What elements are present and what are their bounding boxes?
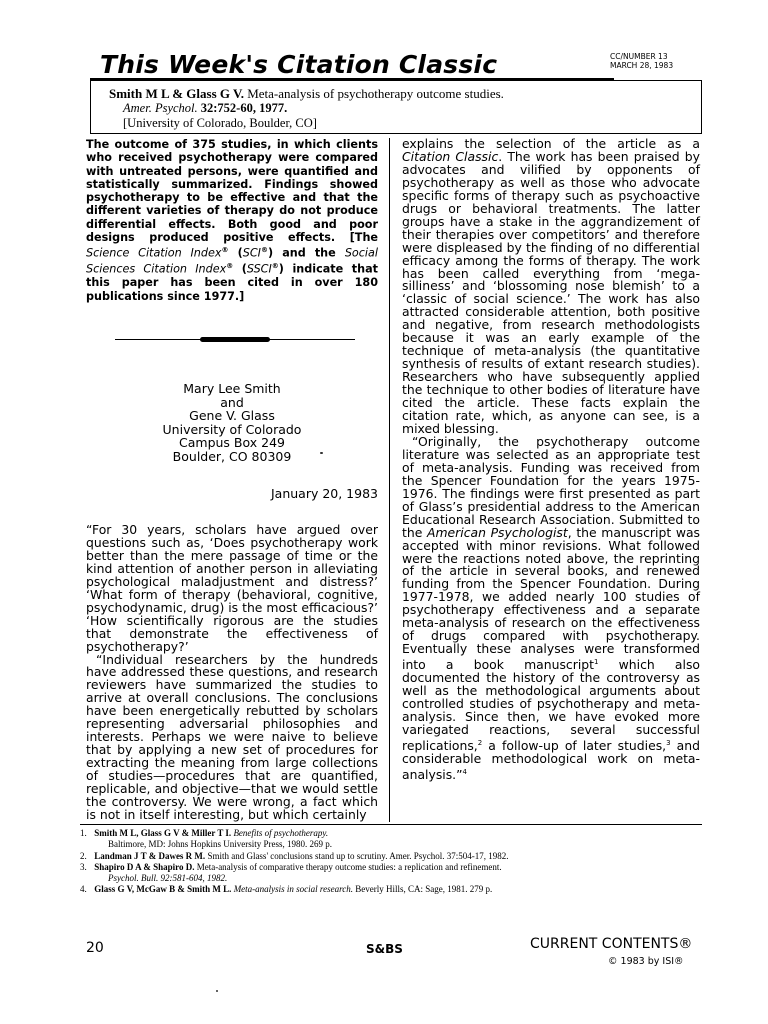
footnote-ref-2: 2	[477, 738, 483, 747]
right-column	[402, 138, 700, 782]
address-line-2: Boulder, CO 80309	[172, 448, 292, 464]
sci-abbr: SCI	[242, 247, 261, 261]
footnote-ref-1: 1	[593, 658, 599, 667]
footnote-rule	[80, 824, 702, 825]
author-2: Gene V. Glass	[189, 408, 275, 424]
citation-title: Meta-analysis of psychotherapy outcome studies.	[247, 86, 504, 101]
address-line-1: Campus Box 249	[179, 435, 285, 451]
p3-d: a follow-up of later studies,	[482, 738, 667, 754]
citation-institution: [University of Colorado, Boulder, CO]	[123, 116, 317, 130]
p3-a: “Originally, the psychotherapy outcome literature was selected as an appropriate test of meta-analysis. Funding was received from the Spencer Foundation for the years 1975-1976. The findings were first presented as part of Glass’s presidential address to the American Educational Research Association. Submitted to the	[402, 433, 700, 540]
body-paragraph-3	[402, 433, 701, 783]
footnote-authors: Glass G V, McGaw B & Smith M L.	[94, 884, 232, 895]
footnote-number: 2.	[80, 850, 87, 861]
body-paragraph-1: “For 30 years, scholars have argued over questions such as, ‘Does psychotherapy work better than the mere passage of time or the kind attention of another person in alleviating psychological maladjustment and distress?’ ‘What form of therapy (behavioral, cognitive, psychodynamic, drug) is the most efficacious?’ ‘How scientifically rigorous are the studies that demonstrate the effectiveness of psychotherapy?’	[86, 522, 378, 654]
author-affiliation: University of Colorado	[162, 421, 302, 437]
p3-b: , the manuscript was accepted with minor revisions. What followed were the reactions noted above, the reprinting of the article in several books, and renewed funding from the Spencer Foundation. During 1977-1978, we added nearly 100 studies of psychotherapy effectiveness and a separate meta-analysis of research on the effectiveness of drugs compared with psychotherapy. Eventually these analyses were transformed into a book manuscript	[402, 524, 701, 673]
citation-source-line	[123, 101, 287, 116]
page-number: 20	[86, 940, 104, 956]
ssci-name: Social Sciences Citation Index	[86, 247, 378, 277]
footnote-authors: Landman J T & Dawes R M.	[94, 850, 206, 861]
p2-end: . The work has been praised by advocates and vilified by opponents of psychotherapy as well as those who advocate specific forms of therapy such as psychoactive drugs or behavioral treatments. The latter groups have a stake in the aggrandizement of their therapies over competitors’ and therefore were displeased by the finding of no differential efficacy among the forms of therapy. The work has been called everything from ‘mega-silliness’ and ‘blossoming nose blemish’ to a ‘classic of social science.’ The work has also attracted considerable attention, both positive and negative, from research methodologists because it was an early example of the technique of meta-analysis (the quantitative synthesis of results of extant research studies). Researchers who have subsequently applied the technique to other bodies of literature have cited the article. These facts explain the citation rate, which, as anyone can see, is a mixed blessing.	[402, 148, 700, 436]
body-paragraph-2b	[402, 138, 700, 436]
column-divider	[389, 138, 390, 822]
footnote-1-cont: Baltimore, MD: Johns Hopkins University Press, 1980. 269 p.	[108, 839, 332, 850]
dateline: January 20, 1983	[270, 486, 378, 501]
footnote-3-cont	[80, 873, 702, 884]
footnote-authors: Shapiro D A & Shapiro D.	[94, 861, 195, 872]
issue-number: CC/NUMBER 13	[610, 52, 668, 61]
footnote-2	[80, 851, 702, 862]
footnote-number: 3.	[80, 861, 87, 872]
footnote-1	[80, 828, 702, 839]
footnote-rest: Meta-analysis of comparative therapy outcome studies: a replication and refinement.	[196, 861, 502, 872]
scan-speck	[216, 990, 218, 992]
body-paragraph-2a: “Individual researchers by the hundreds have addressed these questions, and research reviewers have summarized the studies to arrive at overall conclusions. The conclusions have been energetically rebutted by scholars representing adversarial philosophies and interests. Perhaps we were naive to believe that by applying a new set of procedures for extracting the meaning from large collections of studies—procedures that are quantified, replicable, and objective—that we would settle the controversy. We were wrong, a fact which is not in itself interesting, but which certainly	[86, 651, 378, 822]
citation-journal: Amer. Psychol.	[123, 101, 198, 115]
author-and: and	[220, 394, 244, 410]
citation-box	[90, 80, 702, 134]
p2-continued: explains the selection of the article as a	[402, 136, 700, 151]
footnote-rest: Smith and Glass' conclusions stand up to scrutiny. Amer. Psychol. 37:504-17, 1982.	[207, 850, 509, 861]
body-text-left	[86, 524, 378, 822]
ssci-abbr: SSCI	[246, 263, 272, 277]
author-1: Mary Lee Smith	[183, 381, 281, 396]
p3-journal: American Psychologist	[426, 524, 568, 540]
footnotes	[80, 828, 702, 896]
citation-title-line	[109, 86, 504, 102]
citation-authors: Smith M L & Glass G V.	[109, 86, 244, 101]
footnote-number: 1.	[80, 828, 87, 838]
footnote-authors: Smith M L, Glass G V & Miller T I.	[94, 828, 232, 838]
footnote-3-source: Psychol. Bull. 92:581-604, 1982.	[108, 873, 228, 884]
author-address	[86, 382, 378, 464]
column-title: This Week's Citation Classic	[100, 50, 498, 79]
masthead	[90, 48, 702, 84]
footnote-number: 4.	[80, 884, 87, 895]
ornament-bar	[200, 337, 270, 342]
footnote-title: Benefits of psychotherapy.	[233, 828, 329, 838]
left-column	[86, 138, 378, 303]
abstract-text: The outcome of 375 studies, in which clients who received psychotherapy were compared with untreated persons, were quantified and statistically summarized. Findings showed psychotherapy to be effective and that the different varieties of therapy do not produce differential effects. Both good and poor designs produced positive effects. [The	[86, 138, 378, 245]
abstract: The outcome of 375 studies, in which clients who received psychotherapy were compared with untreated persons, were quantified and statistically summarized. Findings showed psychotherapy to be effective and that the different varieties of therapy do not produce differential effects. Both good and poor designs produced positive effects. [The Science Citation Index® (SCI®) and the Social Sciences Citation Index® (SSCI®) indicate that this paper has been cited in over 180 publications since 1977.]	[86, 138, 378, 303]
footnote-ref-3: 3	[666, 738, 671, 747]
footnote-4	[80, 884, 702, 895]
p3-c: which also documented the history of the controversy as well as the methodological arguments about controlled studies of psychotherapy and meta-analysis. Since then, we have evoked more variegated reactions, several successful replications,	[402, 657, 700, 754]
publication-name: CURRENT CONTENTS®	[530, 936, 693, 952]
copyright: © 1983 by ISI®	[608, 956, 684, 967]
abstract-and: and the	[282, 247, 345, 261]
scan-speck	[320, 452, 323, 454]
section-ornament	[115, 336, 355, 344]
p3-e: and considerable methodological work on meta-analysis.”	[402, 738, 700, 783]
citation-classic-term: Citation Classic	[402, 148, 499, 164]
issue-date: MARCH 28, 1983	[610, 61, 674, 70]
footnote-ref-4: 4	[462, 768, 467, 776]
issue-info	[610, 52, 673, 70]
footnote-3	[80, 862, 702, 873]
sci-name: Science Citation Index	[86, 247, 222, 261]
footnote-rest: Beverly Hills, CA: Sage, 1981. 279 p.	[355, 884, 493, 895]
citation-volume: 32:752-60, 1977.	[200, 101, 288, 115]
section-code: S&BS	[366, 942, 403, 956]
footnote-title: Meta-analysis in social research.	[233, 884, 353, 895]
abstract-end: indicate that this paper has been cited in over 180 publications since 1977.]	[86, 263, 378, 303]
